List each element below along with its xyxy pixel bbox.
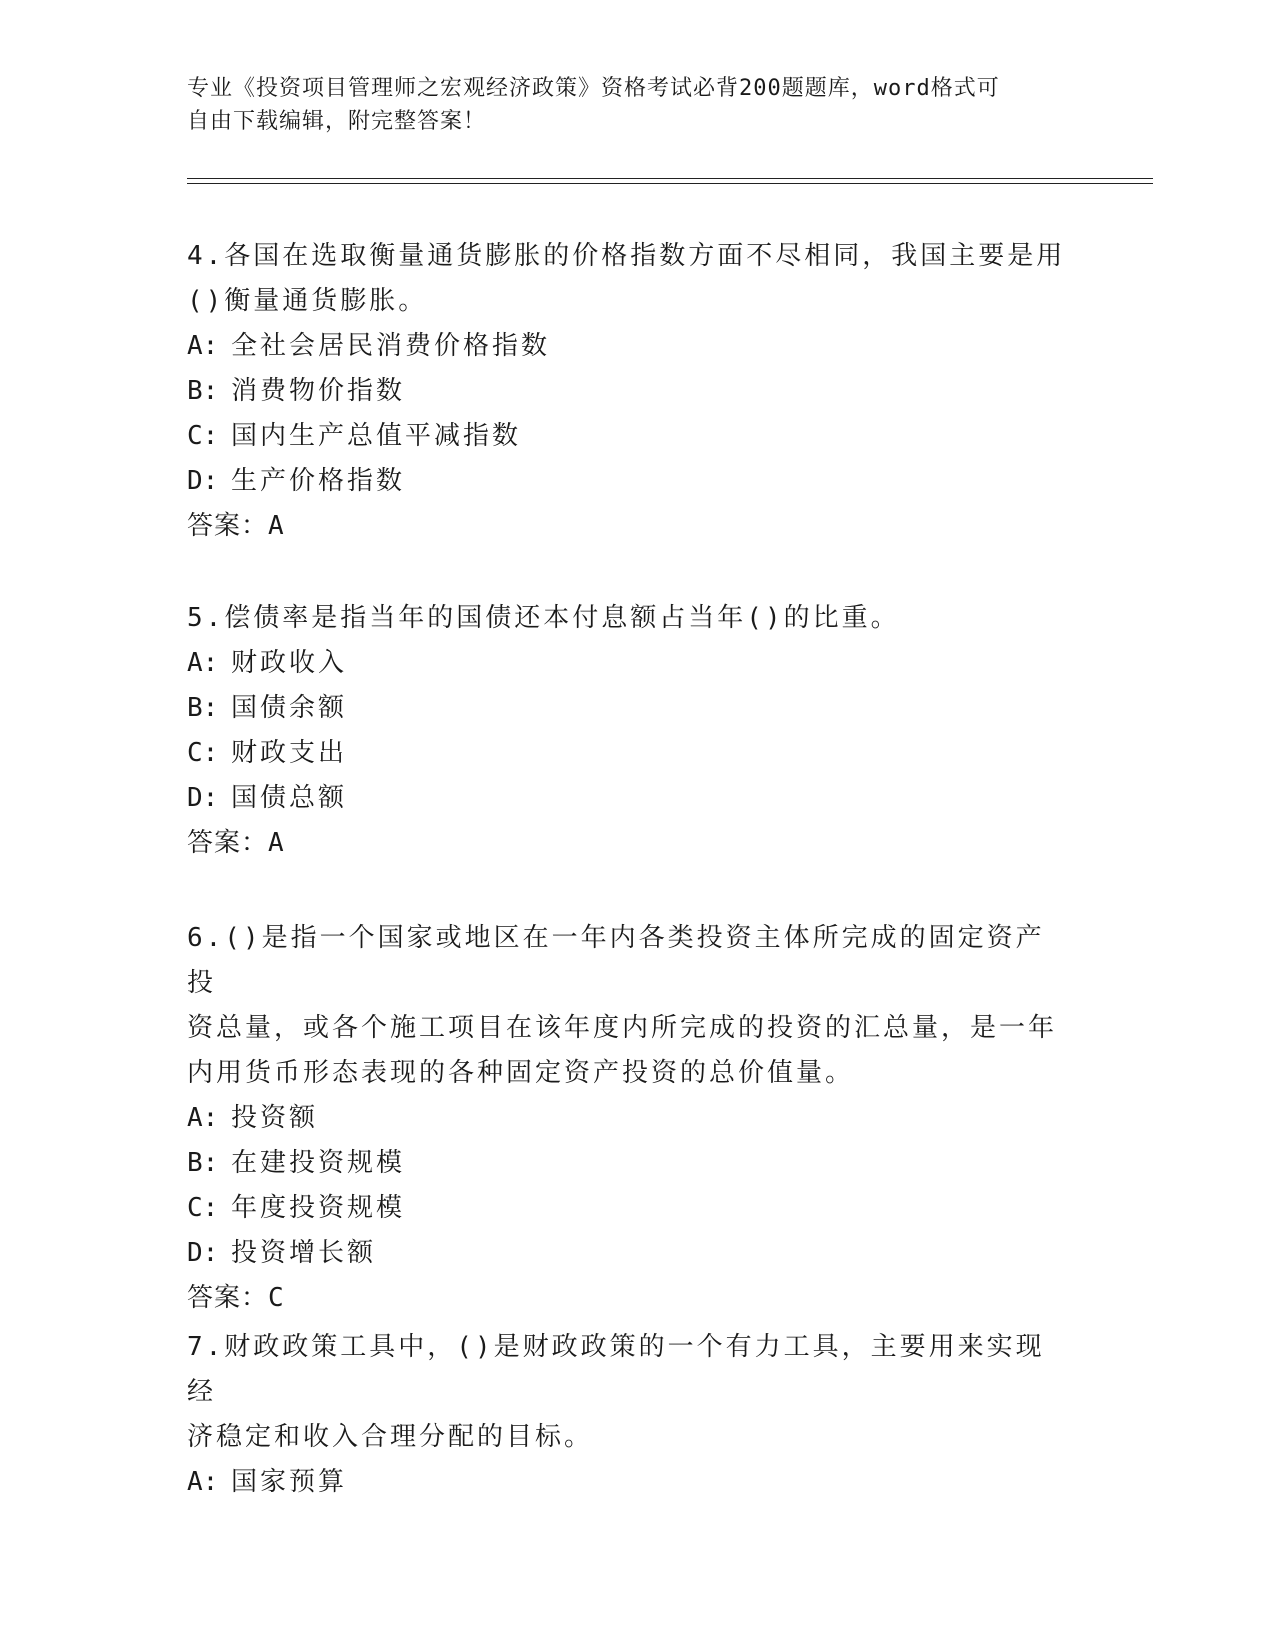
option-letter: B:	[187, 1148, 219, 1178]
option-letter: B:	[187, 376, 219, 406]
option-letter: C:	[187, 738, 219, 768]
option-a	[187, 1096, 1067, 1141]
option-b	[187, 369, 1067, 414]
option-b	[187, 1141, 1067, 1186]
option-letter: D:	[187, 1238, 219, 1268]
answer-line: 答案：C	[187, 1283, 285, 1313]
option-c	[187, 731, 1067, 776]
option-letter: A:	[187, 1467, 219, 1497]
question-block	[187, 234, 1067, 549]
option-d	[187, 459, 1067, 504]
document-header	[187, 72, 1067, 138]
question-stem-line: 济稳定和收入合理分配的目标。	[187, 1422, 594, 1452]
option-d	[187, 1231, 1067, 1276]
option-a	[187, 641, 1067, 686]
option-letter: D:	[187, 783, 219, 813]
option-letter: C:	[187, 1193, 219, 1223]
question-stem-line: 资总量，或各个施工项目在该年度内所完成的投资的汇总量，是一年	[187, 1013, 1058, 1043]
question-block	[187, 596, 1067, 866]
answer-line: 答案：A	[187, 511, 285, 541]
option-text: 国内生产总值平减指数	[231, 421, 522, 451]
option-text: 消费物价指数	[231, 376, 406, 406]
header-line-2: 自由下载编辑，附完整答案！	[187, 109, 487, 134]
option-letter: D:	[187, 466, 219, 496]
option-text: 生产价格指数	[231, 466, 406, 496]
option-text: 国家预算	[231, 1467, 348, 1497]
option-a	[187, 1460, 1067, 1505]
option-letter: A:	[187, 1103, 219, 1133]
question-block	[187, 1325, 1067, 1505]
option-a	[187, 324, 1067, 369]
question-stem-line: 6.()是指一个国家或地区在一年内各类投资主体所完成的固定资产投	[187, 923, 1045, 998]
option-letter: B:	[187, 693, 219, 723]
option-d	[187, 776, 1067, 821]
header-line-1: 专业《投资项目管理师之宏观经济政策》资格考试必背200题题库，word格式可	[187, 76, 1000, 101]
option-c	[187, 414, 1067, 459]
option-letter: A:	[187, 331, 219, 361]
option-text: 国债总额	[231, 783, 348, 813]
option-text: 投资增长额	[231, 1238, 377, 1268]
option-text: 财政支出	[231, 738, 348, 768]
option-letter: A:	[187, 648, 219, 678]
question-block	[187, 916, 1067, 1321]
question-stem-line: ()衡量通货膨胀。	[187, 286, 428, 316]
option-text: 国债余额	[231, 693, 348, 723]
header-divider-bottom	[187, 183, 1153, 184]
option-text: 财政收入	[231, 648, 348, 678]
question-stem-line: 5.偿债率是指当年的国债还本付息额占当年()的比重。	[187, 603, 900, 633]
option-c	[187, 1186, 1067, 1231]
question-stem-line: 7.财政政策工具中，()是财政政策的一个有力工具，主要用来实现经	[187, 1332, 1045, 1407]
question-stem-line: 内用货币形态表现的各种固定资产投资的总价值量。	[187, 1058, 855, 1088]
option-b	[187, 686, 1067, 731]
option-letter: C:	[187, 421, 219, 451]
question-stem-line: 4.各国在选取衡量通货膨胀的价格指数方面不尽相同，我国主要是用	[187, 241, 1066, 271]
option-text: 全社会居民消费价格指数	[231, 331, 551, 361]
option-text: 投资额	[231, 1103, 319, 1133]
header-divider-top	[187, 178, 1153, 179]
option-text: 在建投资规模	[231, 1148, 406, 1178]
option-text: 年度投资规模	[231, 1193, 406, 1223]
answer-line: 答案：A	[187, 828, 285, 858]
